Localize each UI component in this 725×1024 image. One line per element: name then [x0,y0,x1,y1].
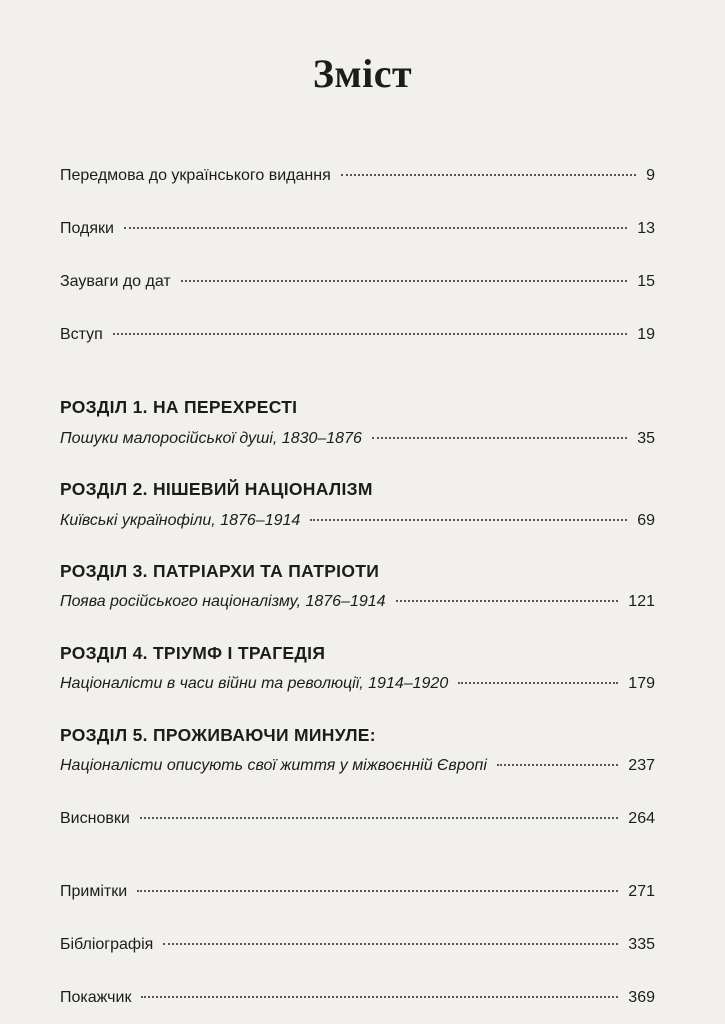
dot-leader [113,333,627,335]
page-title: Зміст [312,51,413,96]
toc-entry-title: Висновки [60,810,130,827]
toc-entry-title: Націоналісти описують свої життя у міжвоєнній Європі [60,757,487,774]
toc-entry-page: 19 [637,326,655,343]
dot-leader [137,890,618,892]
toc-entry-chapter-3[interactable] [60,592,655,612]
toc-entry-title: Вступ [60,326,103,343]
toc-entry-preface[interactable] [60,166,655,186]
chapter-5-heading: РОЗДІЛ 5. ПРОЖИВАЮЧИ МИНУЛЕ: [60,725,376,745]
toc-entry-page: 121 [628,593,655,610]
toc-entry-page: 9 [646,167,655,184]
toc-entry-title: Пошуки малоросійської душі, 1830–1876 [60,430,362,447]
toc-entry-page: 35 [637,430,655,447]
toc-entry-page: 15 [637,273,655,290]
toc-entry-title: Бібліографія [60,936,154,953]
toc-entry-conclusion[interactable] [60,809,655,829]
toc-entry-title: Передмова до українського видання [60,167,331,184]
toc-entry-title: Київські українофіли, 1876–1914 [60,512,301,529]
table-of-contents [60,0,655,1024]
chapter-3-heading: РОЗДІЛ 3. ПАТРІАРХИ ТА ПАТРІОТИ [60,561,380,581]
toc-entry-bibliography[interactable] [60,935,655,955]
toc-entry-index[interactable] [60,988,655,1008]
toc-entry-title: Покажчик [60,989,132,1006]
toc-entry-acknowledgements[interactable] [60,219,655,239]
toc-entry-page: 179 [628,675,655,692]
dot-leader [396,600,619,602]
chapter-2-heading: РОЗДІЛ 2. НІШЕВИЙ НАЦІОНАЛІЗМ [60,479,373,499]
dot-leader [310,519,627,521]
toc-entry-page: 13 [637,220,655,237]
toc-entry-page: 369 [628,989,655,1006]
toc-entry-chapter-2[interactable] [60,511,655,531]
dot-leader [181,280,627,282]
toc-entry-date-notes[interactable] [60,272,655,292]
toc-entry-title: Націоналісти в часи війни та революції, 1914–1920 [60,675,449,692]
toc-entry-notes[interactable] [60,882,655,902]
dot-leader [458,682,618,684]
toc-entry-title: Примітки [60,883,128,900]
chapter-4-heading: РОЗДІЛ 4. ТРІУМФ І ТРАГЕДІЯ [60,643,326,663]
toc-entry-page: 69 [637,512,655,529]
dot-leader [124,227,627,229]
toc-entry-title: Поява російського націоналізму, 1876–1914 [60,593,386,610]
toc-entry-introduction[interactable] [60,325,655,345]
dot-leader [140,817,619,819]
toc-entry-chapter-5[interactable] [60,756,655,776]
chapter-1-heading: РОЗДІЛ 1. НА ПЕРЕХРЕСТІ [60,397,298,417]
toc-entry-page: 264 [628,810,655,827]
dot-leader [372,437,627,439]
toc-entry-chapter-4[interactable] [60,674,655,694]
dot-leader [163,943,618,945]
dot-leader [497,764,618,766]
toc-entry-page: 271 [628,883,655,900]
toc-entry-title: Подяки [60,220,114,237]
toc-entry-page: 237 [628,757,655,774]
toc-entry-chapter-1[interactable] [60,429,655,449]
dot-leader [141,996,618,998]
toc-entry-title: Зауваги до дат [60,273,171,290]
dot-leader [341,174,636,176]
toc-entry-page: 335 [628,936,655,953]
